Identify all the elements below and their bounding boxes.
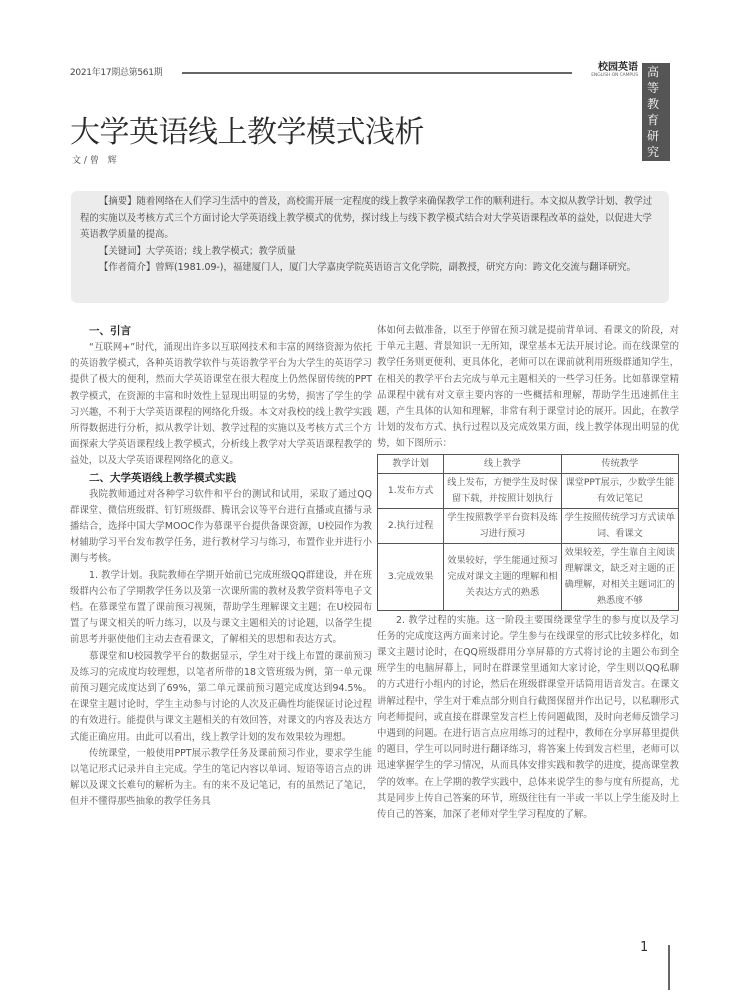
right-column [377, 323, 679, 823]
abstract-author-bio: 【作者简介】曾辉(1981.09-)，福建厦门人，厦门大学嘉庚学院英语语言文化学院，副教授，研究方向：跨文化交流与翻译研究。 [99, 262, 636, 273]
paragraph: 我院教师通过对各种学习软件和平台的测试和试用，采取了通过QQ群课堂、微信班级群、钉钉班级群、腾讯会议等平台进行直播或直播与录播结合，选择中国大学MOOC作为慕课平台提供备课资源，U校园作为教材辅助学习平台发布教学任务，进行教材学习与练习，布置作业并进行小测与考核。 [70, 488, 372, 565]
paragraph: 2. 教学过程的实施。这一阶段主要围绕课堂学生的参与度以及学习任务的完成度这两方面来讨论。学生参与在线课堂的形式比较多样化，如课文主题讨论时，在QQ班级群用分享屏幕的方式将讨论的主题公布到全班学生的电脑屏幕上，同时在群课堂里通知大家讨论，学生则以QQ私聊的方式进行小组内的讨论，然后在班级群课堂开话筒用语音发言。在课文讲解过程中，学生对于难点部分则自行截图保留并作出记号，以私聊形式向老师提问，或直接在群课堂发言栏上传问题截图，及时向老师反馈学习中遇到的问题。在进行语言点应用练习的过程中，教师在分享屏幕里提供的题目，学生可以同时进行翻译练习，将答案上传到发言栏里，老师可以迅速掌握学生的学习情况，从而具体安排实践和教学的进度，提高课堂教学的效率。在上学期的教学实践中，总体来说学生的参与度有所提高，尤其是同步上传自己答案的环节，班级往往有一半或一半以上学生能及时上传自己的答案，加深了老师对学生学习程度的了解。 [377, 614, 679, 821]
article-title: 大学英语线上教学模式浅析 [70, 115, 424, 150]
table-header-cell: 教学计划 [378, 454, 444, 473]
header-rule [182, 72, 572, 74]
abstract-summary: 【摘要】随着网络在人们学习生活中的普及，高校需开展一定程度的线上教学来确保教学工作的顺利进行。本文拟从教学计划、教学过程的实施以及考核方式三个方面讨论大学英语线上教学模式的优势，探讨线上与线下教学模式结合对大学英语课程改革的益处，以促进大学英语教学质量的提高。 [80, 196, 653, 240]
author-byline: 文 / 曾 辉 [72, 156, 117, 166]
table-row [378, 473, 679, 508]
table-header-cell: 线上教学 [444, 454, 561, 473]
left-column [70, 323, 372, 811]
comparison-table [377, 454, 679, 611]
section-tag: 高等教育研究 [642, 63, 670, 161]
table-cell: 学生按照传统学习方式读单词、看课文 [561, 508, 678, 543]
table-header-cell: 传统教学 [561, 454, 678, 473]
journal-logo [576, 62, 638, 79]
section-heading-practice: 二、大学英语线上教学模式实践 [89, 471, 236, 484]
table-cell: 效果较好，学生能通过预习完成对课文主题的理解和相关表达方式的熟悉 [444, 543, 561, 610]
journal-name-en: ENGLISH ON CAMPUS [591, 73, 638, 78]
paragraph: 1. 教学计划。我院教师在学期开始前已完成班级QQ群建设，并在班级群内公布了学期教学任务以及第一次课所需的教材及教学资料等电子文档。在慕课堂布置了课前预习视频，帮助学生理解课文主题；在U校园布置了与课文相关的听力练习，以及与课文主题相关的讨论题，以备学生提前思考并驱使他们主动去查看课文，了解相关的思想和表达方式。 [70, 569, 372, 646]
abstract-box [71, 191, 669, 303]
table-row [378, 543, 679, 610]
table-cell: 线上发布，方便学生及时保留下载，并按照计划执行 [444, 473, 561, 508]
table-cell: 学生按照教学平台资料及练习进行预习 [444, 508, 561, 543]
abstract-keywords: 【关键词】大学英语；线上教学模式；教学质量 [99, 245, 296, 257]
paragraph: 体如何去做准备，以至于停留在预习就是提前背单词、看课文的阶段，对于单元主题、背景知识一无所知，课堂基本无法开展讨论。而在线课堂的教学任务则更便利、更具体化，老师可以在课前就利用班级群通知学生，在相关的教学平台去完成与单元主题相关的一些学习任务。比如慕课堂精品课程中就有对文章主要内容的一些概括和理解，帮助学生迅速抓住主题，产生具体的认知和理解，非常有利于课堂讨论的展开。因此，在教学计划的发布方式、执行过程以及完成效果方面，线上教学体现出明显的优势，如下图所示： [377, 325, 679, 450]
table-header-row [378, 454, 679, 473]
page-edge-bar [668, 945, 670, 990]
paragraph: 慕课堂和U校园教学平台的数据显示，学生对于线上布置的课前预习及练习的完成度均较理想，以笔者所带的18文管班级为例，第一单元课前预习题完成度达到了69%，第二单元课前预习题完成度达到94.5%。在课堂主题讨论时，学生主动参与讨论的人次及正确性均能保证讨论过程的有效进行。能提供与课文主题相关的有效回答，对课文的内容及表达方式能正确应用。由此可以看出，线上教学计划的发布效果较为理想。 [70, 650, 372, 743]
issue-number: 2021年17期总第561期 [70, 68, 163, 78]
table-cell: 课堂PPT展示，少数学生能有效记笔记 [561, 473, 678, 508]
paragraph: 传统课堂，一般使用PPT展示教学任务及课前预习作业，要求学生能以笔记形式记录并自主完成。学生的笔记内容以单词、短语等语言点的讲解以及课文长难句的解析为主。有的来不及记笔记，有的虽然记了笔记，但并不懂得那些抽象的教学任务具 [70, 747, 372, 808]
table-cell: 3.完成效果 [378, 543, 444, 610]
paragraph: “互联网+”时代，涌现出许多以互联网技术和丰富的网络资源为依托的英语教学模式，各种英语教学软件与英语教学平台为大学生的英语学习提供了极大的便利，然而大学英语课堂在很大程度上仍然保留传统的PPT教学模式，在资源的丰富和时效性上显现出明显的劣势，损害了学生的学习兴趣，不利于大学英语课程的网络化升级。本文对我校的线上教学实践所得数据进行分析，拟从教学计划、教学过程的实施以及考核方式三个方面探索大学英语课程线上教学模式，分析线上教学对大学英语课程教学的益处，以及大学英语课程网络化的意义。 [70, 342, 372, 467]
journal-name-cn: 校园英语 [598, 62, 638, 73]
table-row [378, 508, 679, 543]
table-cell: 2.执行过程 [378, 508, 444, 543]
table-cell: 1.发布方式 [378, 473, 444, 508]
section-heading-intro: 一、引言 [89, 325, 131, 337]
page-number: 1 [640, 940, 649, 955]
table-cell: 效果较差，学生靠自主阅读理解课文，缺乏对主题的正确理解，对相关主题词汇的熟悉度不够 [561, 543, 678, 610]
